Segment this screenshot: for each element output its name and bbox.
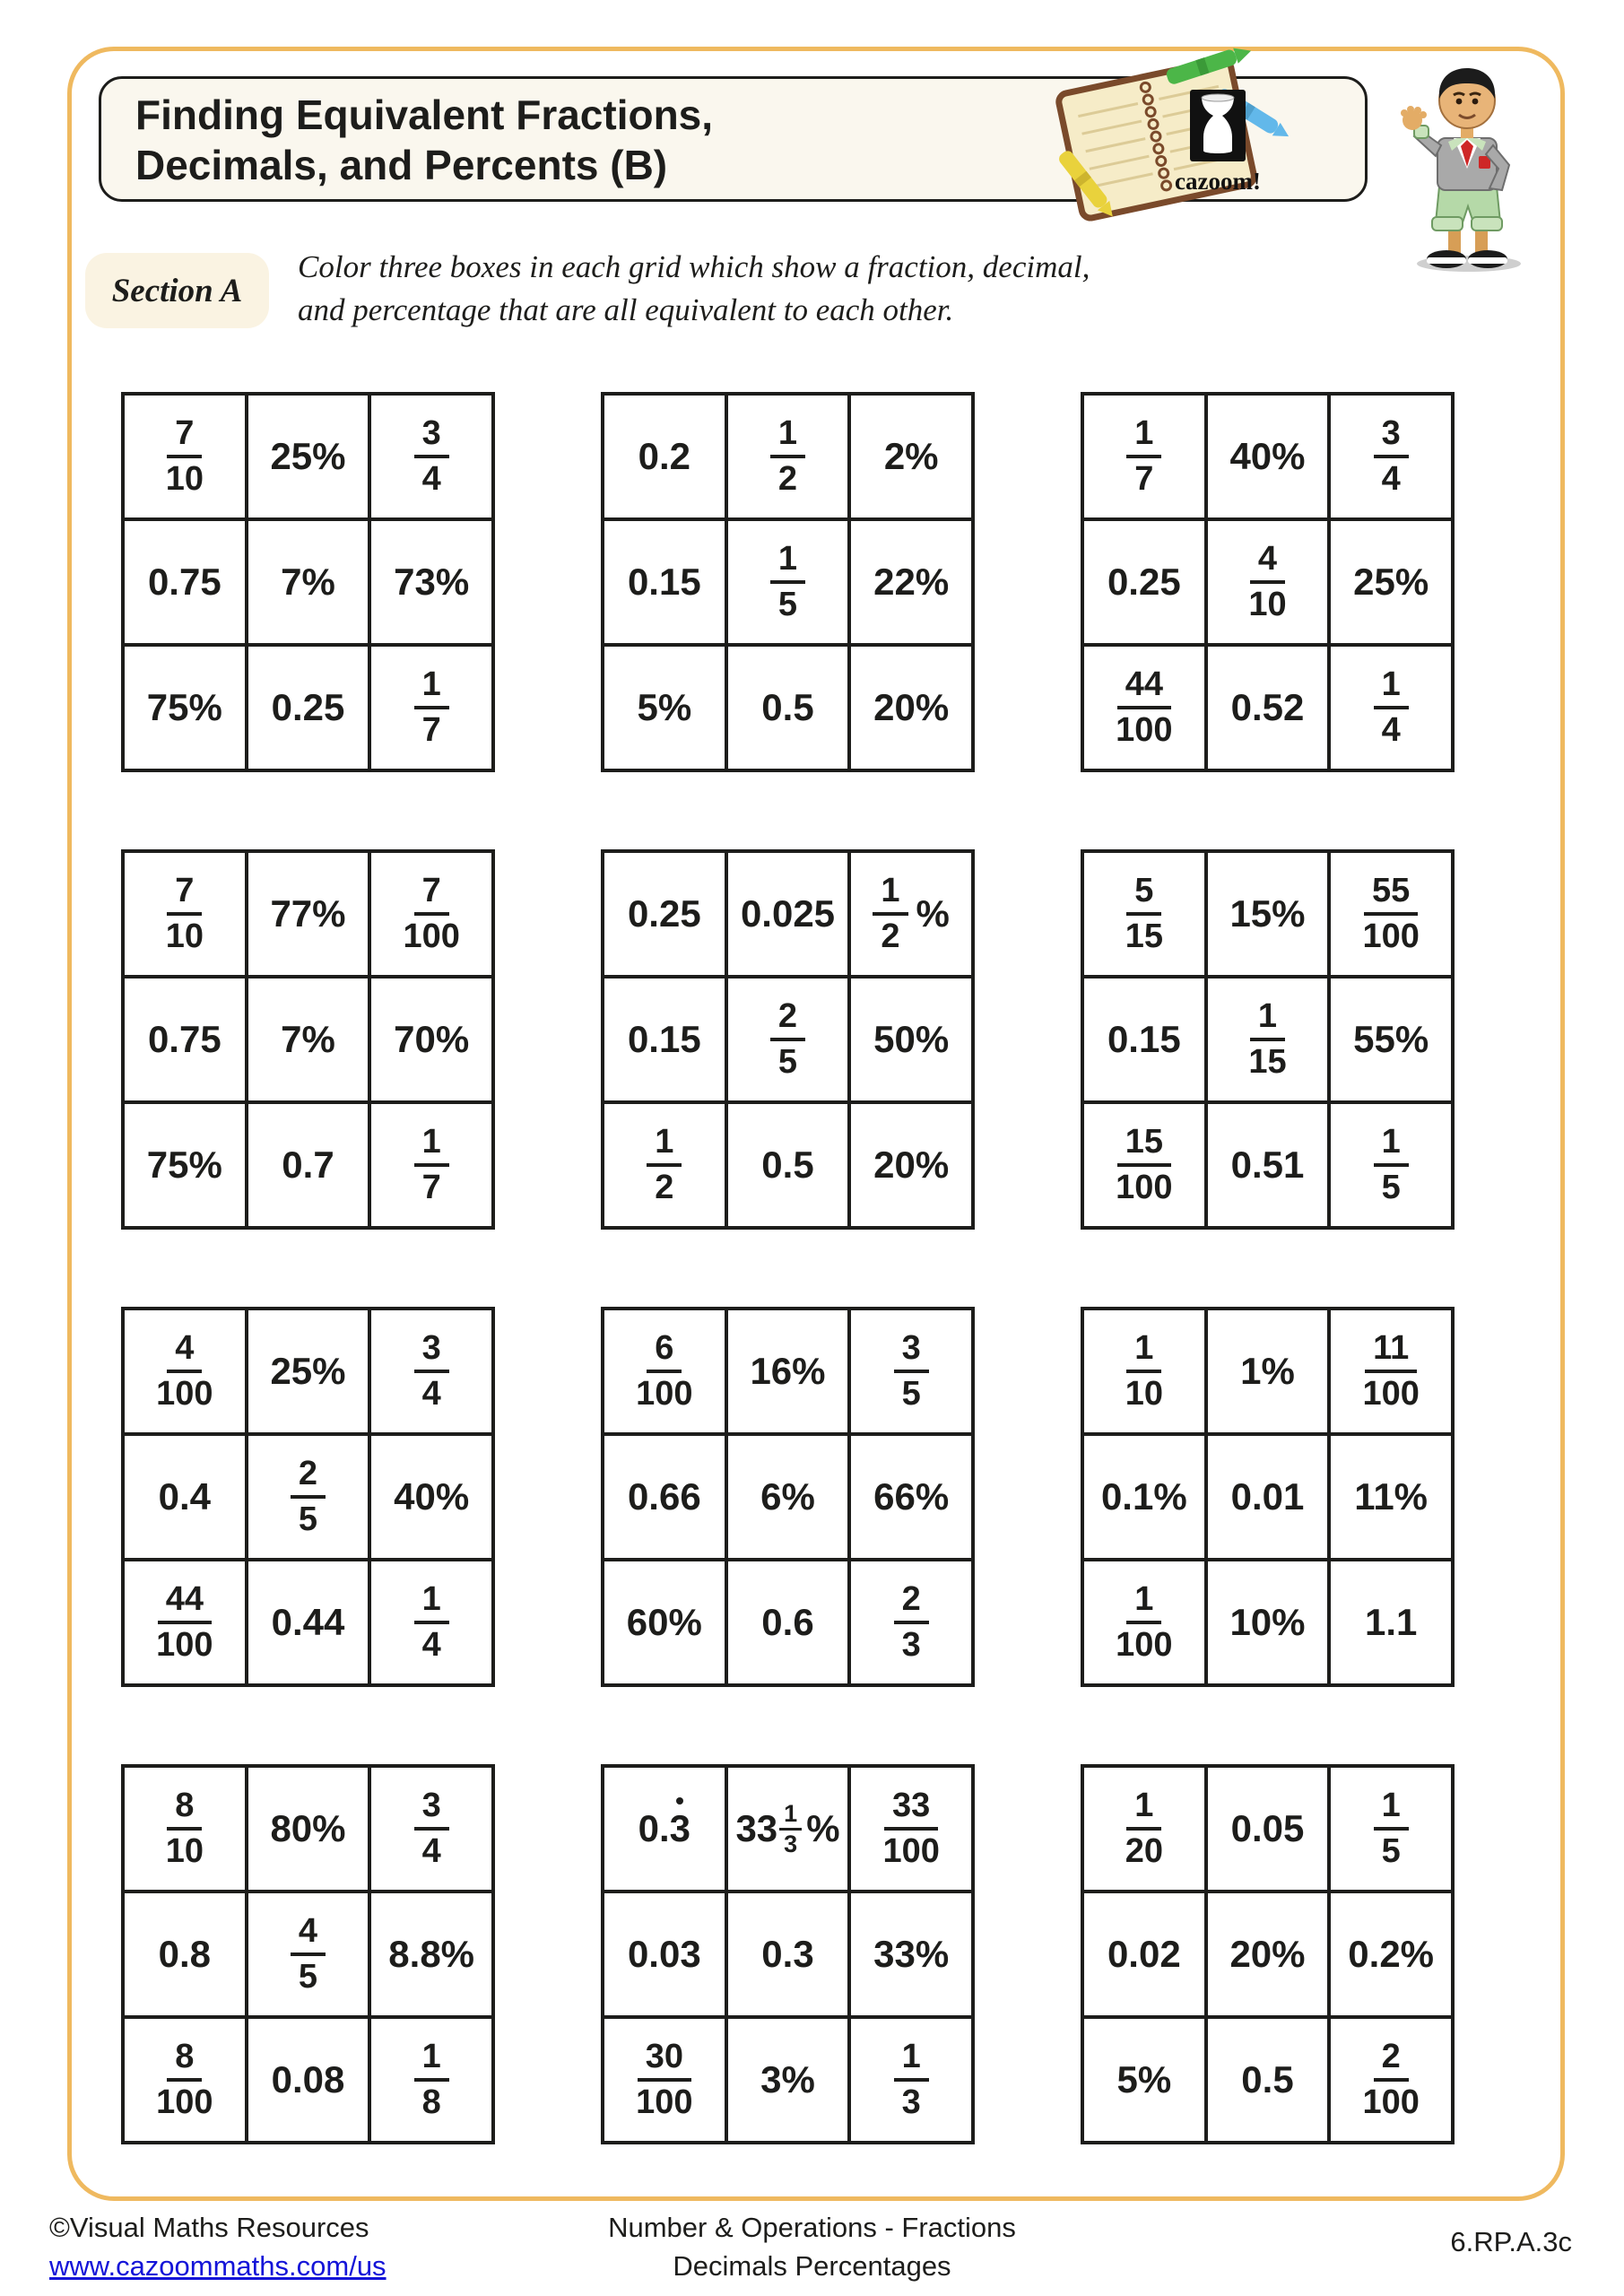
grid-cell[interactable]: 75% — [123, 1102, 247, 1228]
cazoom-logo-text: cazoom! — [1175, 168, 1261, 195]
standard-code: 6.RP.A.3c — [1450, 2226, 1572, 2257]
grid-cell[interactable]: 0.1% — [1082, 1434, 1206, 1560]
grid-cell[interactable]: 0.25 — [1082, 519, 1206, 645]
grid-cell[interactable]: $\frac{1}{3}$ — [849, 2017, 973, 2143]
page-title-line2: Decimals, and Percents (B) — [135, 142, 668, 189]
grid-cell[interactable]: 0.75 — [123, 519, 247, 645]
grid-cell[interactable]: $\frac{1}{8}$ — [369, 2017, 493, 2143]
grid-cell[interactable]: 33% — [849, 1892, 973, 2017]
grid-cell[interactable]: 0.7 — [247, 1102, 370, 1228]
instruction-line1: Color three boxes in each grid which show a fraction, decimal, — [298, 249, 1090, 284]
grid-cell[interactable]: 0.05 — [1206, 1766, 1330, 1892]
grid-cell[interactable]: 1% — [1206, 1309, 1330, 1434]
grid-cell[interactable]: 3% — [726, 2017, 850, 2143]
grid — [601, 1307, 975, 1687]
grid — [121, 1764, 495, 2144]
grid-cell[interactable]: 60% — [603, 1560, 726, 1685]
grid-cell[interactable]: 20% — [849, 645, 973, 770]
grid-cell[interactable]: $\frac{55}{100}$ — [1329, 851, 1453, 977]
grid-cell[interactable]: 6% — [726, 1434, 850, 1560]
instructions — [298, 246, 1266, 331]
grid-cell[interactable]: $\frac{6}{100}$ — [603, 1309, 726, 1434]
grid-cell[interactable]: 20% — [849, 1102, 973, 1228]
section-label — [85, 253, 269, 328]
cazoom-logo — [1164, 90, 1272, 196]
grid-cell[interactable]: 25% — [247, 1309, 370, 1434]
grid-cell[interactable]: 20% — [1206, 1892, 1330, 2017]
grid-cell[interactable]: $\frac{1}{7}$ — [369, 1102, 493, 1228]
copyright: ©Visual Maths Resources — [49, 2212, 369, 2243]
grid-cell[interactable]: 33 $\frac{1}{3}$ % — [726, 1766, 850, 1892]
grid-cell[interactable]: 25% — [247, 394, 370, 519]
grid-cell[interactable]: $\frac{4}{10}$ — [1206, 519, 1330, 645]
grid-cell[interactable]: 0.25 — [603, 851, 726, 977]
grid-cell[interactable]: $\frac{1}{5}$ — [1329, 1766, 1453, 1892]
grid-cell[interactable]: 0.75 — [123, 977, 247, 1102]
grid-cell[interactable]: 0.02 — [1082, 1892, 1206, 2017]
grid-cell[interactable]: 0.03 — [603, 1892, 726, 2017]
instruction-line2: and percentage that are all equivalent to each other. — [298, 291, 954, 327]
grid-cell[interactable]: $\frac{7}{100}$ — [369, 851, 493, 977]
section-label-text: Section A — [111, 272, 243, 309]
grid — [121, 1307, 495, 1687]
cazoom-drum-icon — [1190, 90, 1246, 161]
grid-cell[interactable]: $\frac{1}{100}$ — [1082, 1560, 1206, 1685]
grid-cell[interactable]: 5% — [603, 645, 726, 770]
grid-cell[interactable]: $\frac{3}{4}$ — [369, 1309, 493, 1434]
grid-cell[interactable]: $\frac{44}{100}$ — [1082, 645, 1206, 770]
grid-cell[interactable]: $\frac{11}{100}$ — [1329, 1309, 1453, 1434]
grid-cell[interactable]: $\frac{1}{2}$ — [726, 394, 850, 519]
grid-cell[interactable]: 25% — [1329, 519, 1453, 645]
grid-cell[interactable]: 0.2% — [1329, 1892, 1453, 2017]
grid-cell[interactable]: 0.3 — [603, 1766, 726, 1892]
grid — [121, 849, 495, 1230]
grid — [601, 849, 975, 1230]
grid-cell[interactable]: 11% — [1329, 1434, 1453, 1560]
grid-cell[interactable]: $\frac{2}{100}$ — [1329, 2017, 1453, 2143]
grid-cell[interactable]: 8.8% — [369, 1892, 493, 2017]
grid-cell[interactable]: $\frac{44}{100}$ — [123, 1560, 247, 1685]
grid-cell[interactable]: 0.51 — [1206, 1102, 1330, 1228]
footer-topic — [0, 2208, 1624, 2286]
grid-cell[interactable]: 0.01 — [1206, 1434, 1330, 1560]
grid-cell[interactable]: $\frac{15}{100}$ — [1082, 1102, 1206, 1228]
grid-cell[interactable]: $\frac{1}{4}$ — [1329, 645, 1453, 770]
grid-cell[interactable]: 77% — [247, 851, 370, 977]
grid — [121, 392, 495, 772]
grid-cell[interactable]: $\frac{3}{4}$ — [1329, 394, 1453, 519]
grid-cell[interactable]: $\frac{1}{20}$ — [1082, 1766, 1206, 1892]
grid-cell[interactable]: $\frac{1}{7}$ — [1082, 394, 1206, 519]
grid-cell[interactable]: $\frac{3}{4}$ — [369, 394, 493, 519]
grid-cell[interactable]: $\frac{1}{7}$ — [369, 645, 493, 770]
grid-cell[interactable]: 40% — [1206, 394, 1330, 519]
grid — [1081, 392, 1455, 772]
grid-cell[interactable]: 0.52 — [1206, 645, 1330, 770]
grid-cell[interactable]: 0.3 — [726, 1892, 850, 2017]
grid-cell[interactable]: 0.66 — [603, 1434, 726, 1560]
grid-cell[interactable]: $\frac{1}{5}$ — [726, 519, 850, 645]
grid-cell[interactable]: $\frac{30}{100}$ — [603, 2017, 726, 2143]
grid-cell[interactable]: $\frac{8}{100}$ — [123, 2017, 247, 2143]
boy-illustration — [1375, 56, 1559, 275]
grid-cell[interactable]: $\frac{2}{5}$ — [726, 977, 850, 1102]
grid-cell[interactable]: 0.15 — [1082, 977, 1206, 1102]
grid-cell[interactable]: 0.15 — [603, 977, 726, 1102]
grid-cell[interactable]: 40% — [369, 1434, 493, 1560]
grid-cell[interactable]: 73% — [369, 519, 493, 645]
grids-area — [121, 392, 1455, 2144]
grid-cell[interactable]: 0.4 — [123, 1434, 247, 1560]
grid — [601, 392, 975, 772]
grid-cell[interactable]: $\frac{3}{4}$ — [369, 1766, 493, 1892]
grid-cell[interactable]: 55% — [1329, 977, 1453, 1102]
grid-cell[interactable]: 75% — [123, 645, 247, 770]
grid-cell[interactable]: 0.5 — [726, 645, 850, 770]
grid-cell[interactable]: $\frac{4}{5}$ — [247, 1892, 370, 2017]
grid — [1081, 1764, 1455, 2144]
grid-cell[interactable]: 22% — [849, 519, 973, 645]
grid-cell[interactable]: $\frac{2}{5}$ — [247, 1434, 370, 1560]
grid-cell[interactable]: 0.8 — [123, 1892, 247, 2017]
page-title-line1: Finding Equivalent Fractions, — [135, 91, 714, 138]
grid-cell[interactable]: 70% — [369, 977, 493, 1102]
grid-cell[interactable]: 0.2 — [603, 394, 726, 519]
grid — [601, 1764, 975, 2144]
grid-cell[interactable]: $\frac{3}{5}$ — [849, 1309, 973, 1434]
grid-cell[interactable]: 7% — [247, 977, 370, 1102]
grid-cell[interactable]: $\frac{33}{100}$ — [849, 1766, 973, 1892]
grid-cell[interactable]: $\frac{1}{15}$ — [1206, 977, 1330, 1102]
grid-cell[interactable]: 50% — [849, 977, 973, 1102]
grid-cell[interactable]: $\frac{7}{10}$ — [123, 394, 247, 519]
grid — [1081, 1307, 1455, 1687]
grid-cell[interactable]: 66% — [849, 1434, 973, 1560]
grid-cell[interactable]: 10% — [1206, 1560, 1330, 1685]
grid-cell[interactable]: 0.5 — [726, 1102, 850, 1228]
grid-cell[interactable]: $\frac{1}{2}$ — [603, 1102, 726, 1228]
grid — [1081, 849, 1455, 1230]
grid-cell[interactable]: $\frac{5}{15}$ — [1082, 851, 1206, 977]
grid-cell[interactable]: $\frac{1}{4}$ — [369, 1560, 493, 1685]
grid-cell[interactable]: $\frac{8}{10}$ — [123, 1766, 247, 1892]
footer-topic-line1: Number & Operations - Fractions — [608, 2212, 1016, 2243]
grid-cell[interactable]: 0.08 — [247, 2017, 370, 2143]
grid-cell[interactable]: 16% — [726, 1309, 850, 1434]
grid-cell[interactable]: 0.15 — [603, 519, 726, 645]
grid-cell[interactable]: 0.025 — [726, 851, 850, 977]
grid-cell[interactable]: $\frac{1}{10}$ — [1082, 1309, 1206, 1434]
grid-cell[interactable]: 2% — [849, 394, 973, 519]
grid-cell[interactable]: 0.6 — [726, 1560, 850, 1685]
grid-cell[interactable]: 80% — [247, 1766, 370, 1892]
grid-cell[interactable]: 0.25 — [247, 645, 370, 770]
website-link[interactable]: www.cazoommaths.com/us — [49, 2250, 386, 2283]
grid-cell[interactable]: 5% — [1082, 2017, 1206, 2143]
grid-cell[interactable]: 0.5 — [1206, 2017, 1330, 2143]
grid-cell[interactable]: $\frac{4}{100}$ — [123, 1309, 247, 1434]
grid-cell[interactable]: 7% — [247, 519, 370, 645]
grid-cell[interactable]: $\frac{2}{3}$ — [849, 1560, 973, 1685]
grid-cell[interactable]: $\frac{1}{2}$ % — [849, 851, 973, 977]
grid-cell[interactable]: $\frac{1}{5}$ — [1329, 1102, 1453, 1228]
grid-cell[interactable]: $\frac{7}{10}$ — [123, 851, 247, 977]
footer-topic-line2: Decimals Percentages — [673, 2250, 951, 2283]
grid-cell[interactable]: 1.1 — [1329, 1560, 1453, 1685]
grid-cell[interactable]: 0.44 — [247, 1560, 370, 1685]
grid-cell[interactable]: 15% — [1206, 851, 1330, 977]
